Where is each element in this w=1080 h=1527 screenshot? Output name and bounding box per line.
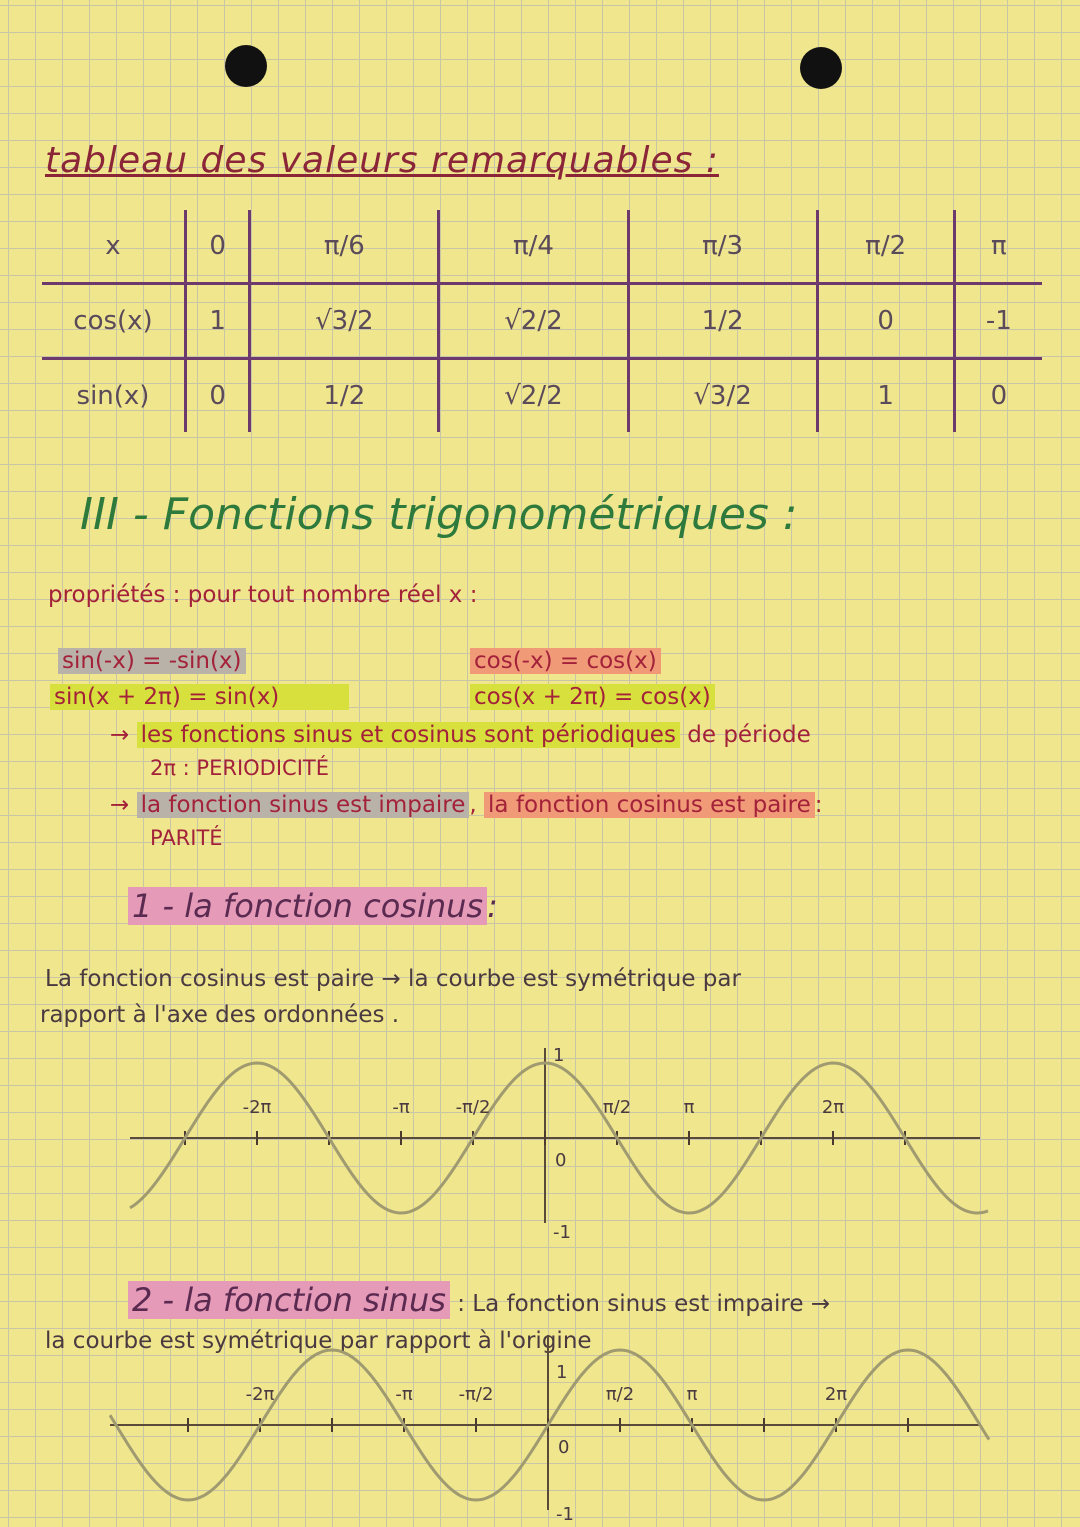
origin-label: 0 — [555, 1150, 567, 1171]
y-label-one: 1 — [556, 1362, 568, 1383]
periodicity-rest: de période — [687, 722, 811, 748]
table-cell: 0 — [954, 359, 1042, 433]
table-cell: 1/2 — [628, 284, 817, 359]
tick-label: -2π — [245, 1384, 275, 1405]
row-label: sin(x) — [42, 359, 186, 433]
sin-text-2: la courbe est symétrique par rapport à l'origine — [45, 1328, 592, 1354]
table-cell: π/2 — [817, 210, 954, 284]
cos-graph — [130, 1045, 988, 1243]
row-label: cos(x) — [42, 284, 186, 359]
tick-label: π/2 — [602, 1097, 632, 1118]
table-cell: 0 — [817, 284, 954, 359]
table-cell: π/6 — [250, 210, 439, 284]
tick-label: -π — [392, 1097, 410, 1118]
formula-cos-even: cos(-x) = cos(x) — [470, 648, 661, 674]
tick-label: π — [686, 1384, 698, 1405]
table-cell: √2/2 — [439, 359, 628, 433]
periodicity-label: 2π : PERIODICITÉ — [150, 756, 329, 780]
table-cell: -1 — [954, 284, 1042, 359]
table-cell: 0 — [186, 210, 250, 284]
y-label-minus-one: -1 — [556, 1504, 574, 1525]
table-cell: 1/2 — [250, 359, 439, 433]
page-title: tableau des valeurs remarquables : — [45, 140, 719, 181]
tick-label: -π/2 — [458, 1384, 494, 1405]
periodicity-highlight: les fonctions sinus et cosinus sont périodiques — [137, 722, 680, 748]
tick-label: 2π — [824, 1384, 848, 1405]
formula-cos-period: cos(x + 2π) = cos(x) — [470, 684, 715, 710]
table-cell: √3/2 — [628, 359, 817, 433]
cos-text-1: La fonction cosinus est paire → la courbe est symétrique par — [45, 966, 741, 992]
formula-sin-period: sin(x + 2π) = sin(x) — [50, 684, 349, 710]
y-label-minus-one: -1 — [553, 1222, 571, 1243]
table-cell: π/3 — [628, 210, 817, 284]
table-cell: 1 — [186, 284, 250, 359]
table-cell: √3/2 — [250, 284, 439, 359]
table-cell: x — [42, 210, 186, 284]
formula-sin-odd: sin(-x) = -sin(x) — [58, 648, 246, 674]
tick-label: -π — [395, 1384, 413, 1405]
arrow-icon: → — [110, 722, 130, 748]
tick-label: π/2 — [605, 1384, 635, 1405]
colon: : — [487, 887, 498, 925]
table-cell: π — [954, 210, 1042, 284]
tick-label: -π/2 — [455, 1097, 491, 1118]
sin-title: 2 - la fonction sinus — [128, 1281, 450, 1319]
tick-label: 2π — [821, 1097, 845, 1118]
parity-sin: la fonction sinus est impaire — [137, 792, 470, 818]
colon: : — [814, 792, 823, 818]
section-heading: III - Fonctions trigonométriques : — [80, 489, 798, 540]
origin-label: 0 — [558, 1437, 570, 1458]
tick-label: π — [683, 1097, 695, 1118]
table-cell: √2/2 — [439, 284, 628, 359]
cos-text-2: rapport à l'axe des ordonnées . — [40, 1002, 400, 1028]
sin-graph — [110, 1335, 989, 1525]
properties-intro: propriétés : pour tout nombre réel x : — [48, 582, 478, 608]
y-label-one: 1 — [553, 1045, 565, 1066]
parity-cos: la fonction cosinus est paire — [484, 792, 815, 818]
tick-label: -2π — [242, 1097, 272, 1118]
arrow-icon: → — [110, 792, 130, 818]
sin-text-1: : La fonction sinus est impaire → — [457, 1291, 831, 1317]
table-cell: 1 — [817, 359, 954, 433]
separator: , — [469, 792, 477, 818]
cos-title: 1 - la fonction cosinus — [128, 887, 487, 925]
parity-label: PARITÉ — [150, 826, 223, 850]
table-cell: 0 — [186, 359, 250, 433]
table-cell: π/4 — [439, 210, 628, 284]
